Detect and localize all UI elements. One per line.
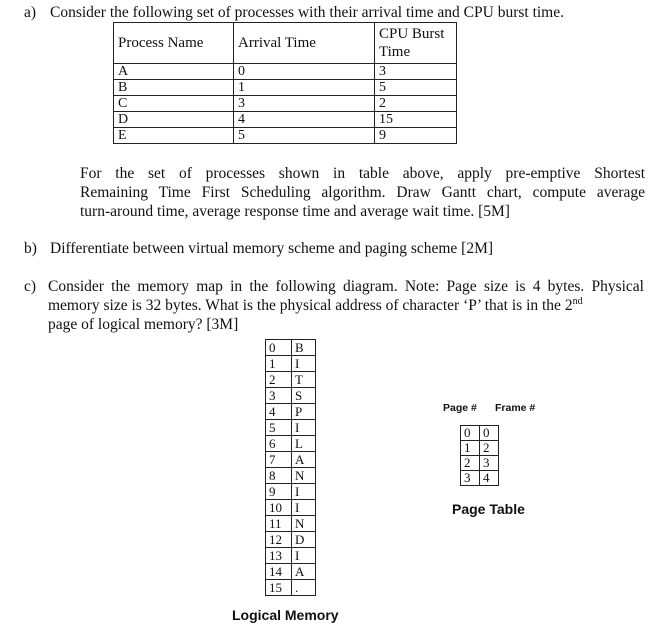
memory-char-cell: I xyxy=(292,484,316,500)
page-table-row xyxy=(461,456,499,471)
frame-number-cell: 2 xyxy=(480,441,499,456)
page-number-cell: 2 xyxy=(461,456,480,471)
page-table-row xyxy=(461,441,499,456)
memory-char-cell: I xyxy=(292,356,316,372)
question-b-text: Differentiate between virtual memory scheme and paging scheme [2M] xyxy=(50,240,494,257)
page-table-row xyxy=(461,426,499,441)
question-a-instruction-line-2: Remaining Time First Scheduling algorithm. Draw Gantt chart, compute average xyxy=(80,184,645,201)
memory-char-cell: . xyxy=(292,580,316,596)
memory-char-cell: I xyxy=(292,548,316,564)
table-row xyxy=(114,64,457,80)
memory-char-cell: S xyxy=(292,388,316,404)
logical-memory-row xyxy=(266,372,316,388)
table-row xyxy=(114,80,457,96)
memory-address-cell: 15 xyxy=(266,580,292,596)
header-cpu-burst-time: CPU Burst Time xyxy=(375,23,457,64)
logical-memory-row xyxy=(266,532,316,548)
memory-char-cell: B xyxy=(292,340,316,356)
question-c-line-2 xyxy=(48,296,583,315)
logical-memory-row xyxy=(266,580,316,596)
memory-char-cell: A xyxy=(292,564,316,580)
memory-char-cell: I xyxy=(292,500,316,516)
question-a-instruction-line-3: turn-around time, average response time and average wait time. [5M] xyxy=(80,203,510,220)
question-c-label: c) xyxy=(24,278,37,295)
arrival-time-cell: 0 xyxy=(234,64,375,80)
logical-memory-row xyxy=(266,388,316,404)
memory-address-cell: 1 xyxy=(266,356,292,372)
memory-address-cell: 6 xyxy=(266,436,292,452)
question-a-label: a) xyxy=(24,4,37,21)
question-a-prompt: Consider the following set of processes with their arrival time and CPU burst time. xyxy=(50,4,564,21)
process-name-cell: C xyxy=(114,96,234,112)
page-table xyxy=(460,425,499,486)
memory-address-cell: 7 xyxy=(266,452,292,468)
arrival-time-cell: 3 xyxy=(234,96,375,112)
frame-number-cell: 4 xyxy=(480,471,499,486)
memory-char-cell: T xyxy=(292,372,316,388)
memory-address-cell: 13 xyxy=(266,548,292,564)
logical-memory-row xyxy=(266,484,316,500)
arrival-time-cell: 4 xyxy=(234,112,375,128)
memory-address-cell: 8 xyxy=(266,468,292,484)
memory-address-cell: 4 xyxy=(266,404,292,420)
memory-char-cell: I xyxy=(292,420,316,436)
logical-memory-row xyxy=(266,500,316,516)
logical-memory-table xyxy=(265,339,316,596)
arrival-time-cell: 5 xyxy=(234,128,375,144)
question-c-line-1: Consider the memory map in the following diagram. Note: Page size is 4 bytes. Physical xyxy=(48,278,644,295)
memory-char-cell: P xyxy=(292,404,316,420)
page-number-cell: 1 xyxy=(461,441,480,456)
memory-address-cell: 3 xyxy=(266,388,292,404)
logical-memory-row xyxy=(266,468,316,484)
process-table xyxy=(113,22,457,144)
process-name-cell: A xyxy=(114,64,234,80)
burst-time-cell: 15 xyxy=(375,112,457,128)
logical-memory-row xyxy=(266,548,316,564)
question-a-instruction-line-1: For the set of processes shown in table above, apply pre-emptive Shortest xyxy=(80,165,645,182)
frame-number-cell: 3 xyxy=(480,456,499,471)
frame-number-header: Frame # xyxy=(495,402,536,414)
logical-memory-row xyxy=(266,452,316,468)
process-name-cell: B xyxy=(114,80,234,96)
table-row xyxy=(114,128,457,144)
table-row xyxy=(114,112,457,128)
logical-memory-row xyxy=(266,340,316,356)
memory-char-cell: N xyxy=(292,468,316,484)
burst-time-cell: 5 xyxy=(375,80,457,96)
burst-time-cell: 3 xyxy=(375,64,457,80)
question-b-label: b) xyxy=(24,240,37,257)
header-arrival-time: Arrival Time xyxy=(234,23,375,64)
memory-char-cell: N xyxy=(292,516,316,532)
page-number-cell: 3 xyxy=(461,471,480,486)
logical-memory-row xyxy=(266,516,316,532)
logical-memory-caption: Logical Memory xyxy=(232,607,339,623)
memory-address-cell: 10 xyxy=(266,500,292,516)
logical-memory-row xyxy=(266,356,316,372)
memory-address-cell: 9 xyxy=(266,484,292,500)
page-table-row xyxy=(461,471,499,486)
logical-memory-row xyxy=(266,436,316,452)
question-c-line-2-text: memory size is 32 bytes. What is the physical address of character ‘P’ that is in the 2 xyxy=(48,297,573,314)
page-number-header: Page # xyxy=(443,402,477,414)
memory-address-cell: 5 xyxy=(266,420,292,436)
memory-char-cell: D xyxy=(292,532,316,548)
question-c-line-3: page of logical memory? [3M] xyxy=(48,316,239,333)
logical-memory-row xyxy=(266,564,316,580)
table-row xyxy=(114,96,457,112)
burst-time-cell: 9 xyxy=(375,128,457,144)
process-name-cell: E xyxy=(114,128,234,144)
process-name-cell: D xyxy=(114,112,234,128)
memory-address-cell: 14 xyxy=(266,564,292,580)
page-table-caption: Page Table xyxy=(452,501,525,517)
memory-address-cell: 2 xyxy=(266,372,292,388)
memory-address-cell: 11 xyxy=(266,516,292,532)
logical-memory-row xyxy=(266,404,316,420)
memory-char-cell: L xyxy=(292,436,316,452)
page-number-cell: 0 xyxy=(461,426,480,441)
process-table-header xyxy=(114,23,457,64)
memory-address-cell: 0 xyxy=(266,340,292,356)
header-process-name: Process Name xyxy=(114,23,234,64)
frame-number-cell: 0 xyxy=(480,426,499,441)
arrival-time-cell: 1 xyxy=(234,80,375,96)
question-c-line-2-superscript: nd xyxy=(572,295,583,307)
memory-address-cell: 12 xyxy=(266,532,292,548)
burst-time-cell: 2 xyxy=(375,96,457,112)
memory-char-cell: A xyxy=(292,452,316,468)
logical-memory-row xyxy=(266,420,316,436)
